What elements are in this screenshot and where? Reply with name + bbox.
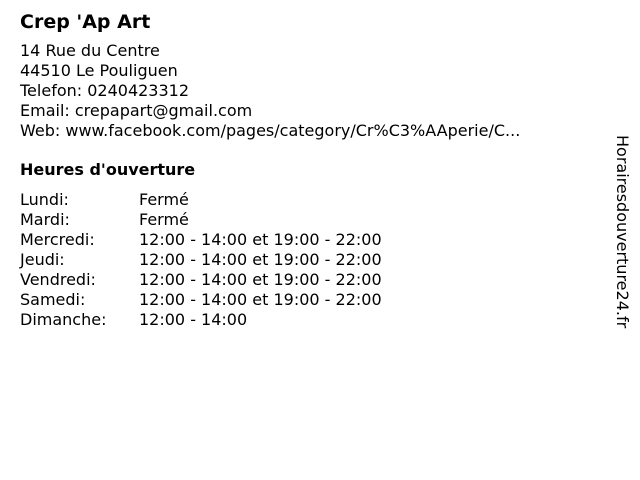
hours-day: Lundi: (20, 190, 69, 209)
hours-day: Vendredi: (20, 270, 96, 289)
hours-day: Dimanche: (20, 310, 107, 329)
business-card (20, 10, 600, 330)
hours-row-thursday (20, 250, 600, 270)
opening-hours-heading: Heures d'ouverture (20, 160, 196, 179)
hours-time: 12:00 - 14:00 et 19:00 - 22:00 (139, 290, 382, 309)
hours-time: 12:00 - 14:00 (139, 310, 248, 329)
business-name: Crep 'Ap Art (20, 11, 151, 33)
hours-time: 12:00 - 14:00 et 19:00 - 22:00 (139, 250, 382, 269)
hours-day: Jeudi: (20, 250, 65, 269)
hours-time: Fermé (139, 190, 189, 209)
hours-day: Samedi: (20, 290, 86, 309)
site-brand-vertical: Horairesdouverture24.fr (613, 135, 632, 329)
hours-time: 12:00 - 14:00 et 19:00 - 22:00 (139, 230, 382, 249)
hours-row-sunday (20, 310, 600, 330)
hours-time: Fermé (139, 210, 189, 229)
hours-row-monday (20, 190, 600, 210)
hours-day: Mardi: (20, 210, 70, 229)
address-block (20, 41, 600, 141)
phone-line: Telefon: 0240423312 (20, 81, 190, 100)
address-line-1: 14 Rue du Centre (20, 41, 160, 60)
opening-hours-table (20, 190, 600, 330)
web-line: Web: www.facebook.com/pages/category/Cr%C3%AAperie/C... (20, 121, 521, 140)
hours-time: 12:00 - 14:00 et 19:00 - 22:00 (139, 270, 382, 289)
hours-row-tuesday (20, 210, 600, 230)
hours-row-wednesday (20, 230, 600, 250)
hours-row-friday (20, 270, 600, 290)
hours-day: Mercredi: (20, 230, 95, 249)
hours-row-saturday (20, 290, 600, 310)
address-line-2: 44510 Le Pouliguen (20, 61, 178, 80)
email-line: Email: crepapart@gmail.com (20, 101, 253, 120)
